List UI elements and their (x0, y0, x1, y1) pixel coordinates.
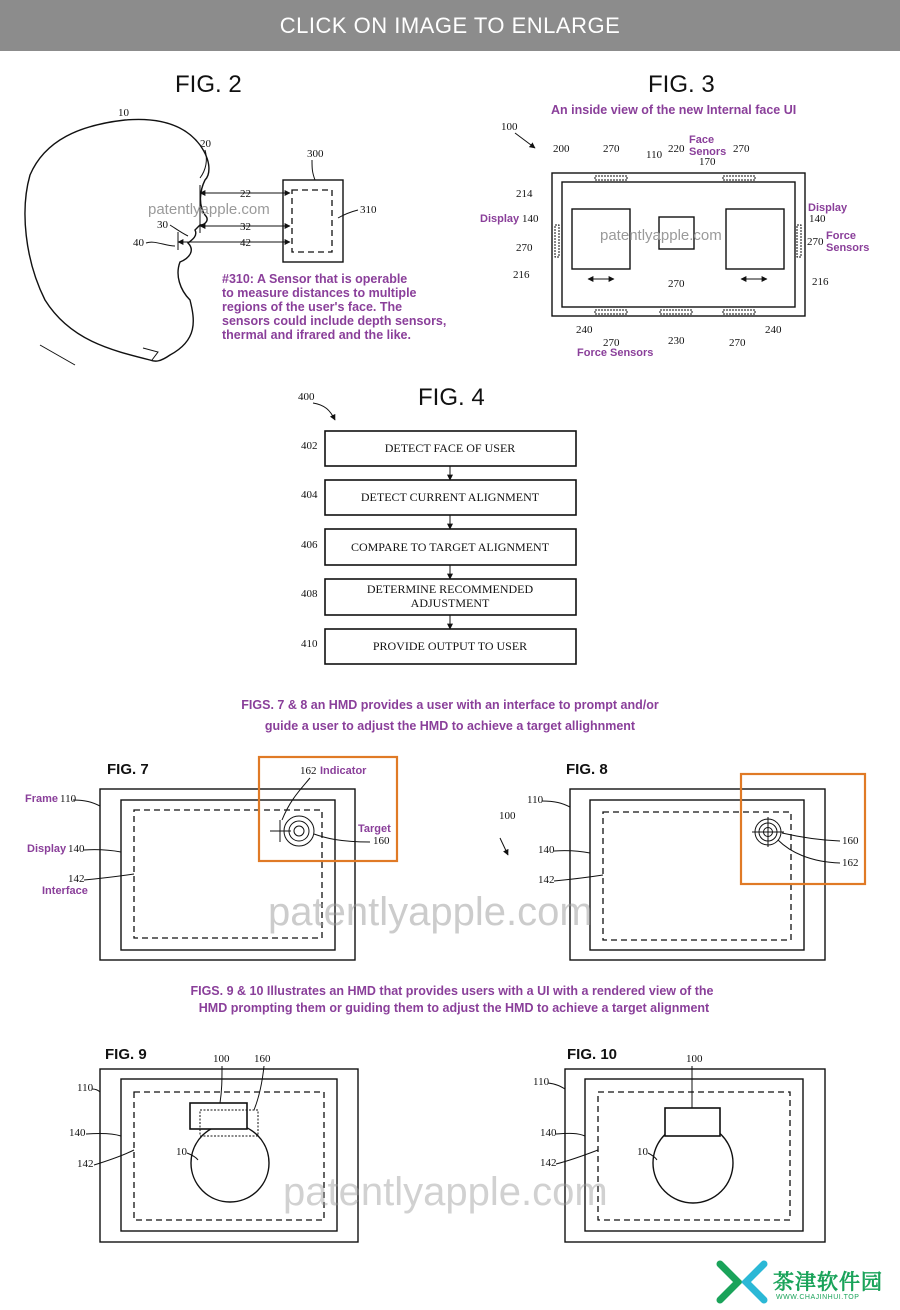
svg-text:Interface: Interface (42, 885, 88, 897)
svg-text:160: 160 (254, 1053, 271, 1065)
svg-text:240: 240 (765, 324, 782, 336)
fig3 (480, 71, 869, 359)
ref-30: 30 (157, 219, 168, 231)
svg-text:270: 270 (807, 236, 824, 248)
fig4 (298, 384, 576, 664)
fig4-title: FIG. 4 (418, 384, 485, 411)
svg-text:140: 140 (522, 213, 539, 225)
svg-text:170: 170 (699, 156, 716, 168)
fig8-interface (603, 812, 791, 940)
svg-text:to measure distances to multip: to measure distances to multiple (222, 286, 417, 300)
svg-text:110: 110 (60, 793, 77, 805)
ref-300: 300 (307, 148, 324, 160)
fig10-frame (565, 1069, 825, 1242)
fig10-display (585, 1079, 803, 1231)
fig3-subtitle: An inside view of the new Internal face UI (551, 103, 797, 117)
svg-text:216: 216 (812, 276, 829, 288)
svg-text:FIG. 7: FIG. 7 (107, 761, 149, 778)
svg-text:400: 400 (298, 391, 315, 403)
svg-text:FIGS. 7 & 8 an HMD provides a: FIGS. 7 & 8 an HMD provides a user with an interface to prompt and/or (241, 698, 659, 712)
svg-text:100: 100 (499, 810, 516, 822)
svg-text:140: 140 (809, 213, 826, 225)
svg-text:140: 140 (540, 1127, 557, 1139)
svg-text:Force: Force (826, 230, 856, 242)
svg-text:214: 214 (516, 188, 533, 200)
fig9-frame (100, 1069, 358, 1242)
ref-42: 42 (240, 237, 251, 249)
fig8-display (590, 800, 804, 950)
caption-figs-9-10 (190, 984, 713, 1015)
svg-text:Sensors: Sensors (826, 242, 870, 254)
fig9-device (190, 1103, 247, 1129)
svg-text:thermal and ifrared and the li: thermal and ifrared and the like. (222, 328, 411, 342)
svg-text:FIG. 8: FIG. 8 (566, 761, 608, 778)
fig3-title: FIG. 3 (648, 71, 715, 98)
svg-text:140: 140 (69, 1127, 86, 1139)
ref-22: 22 (240, 188, 251, 200)
svg-text:270: 270 (603, 337, 620, 349)
svg-text:FIGS. 9 & 10 Illustrates an HM: FIGS. 9 & 10 Illustrates an HMD that provides users with a UI with a rendered view of the (190, 984, 714, 998)
svg-text:10: 10 (637, 1146, 648, 1158)
svg-text:110: 110 (77, 1082, 94, 1094)
svg-text:270: 270 (516, 242, 533, 254)
svg-text:200: 200 (553, 143, 570, 155)
svg-text:100: 100 (501, 121, 518, 133)
svg-text:COMPARE TO TARGET ALIGNMENT: COMPARE TO TARGET ALIGNMENT (350, 540, 550, 554)
svg-text:404: 404 (301, 489, 318, 501)
svg-text:270: 270 (668, 278, 685, 290)
svg-text:240: 240 (576, 324, 593, 336)
svg-text:Indicator: Indicator (320, 765, 367, 777)
svg-text:DETECT FACE OF USER: DETECT FACE OF USER (384, 441, 516, 455)
svg-text:410: 410 (301, 638, 318, 650)
svg-text:160: 160 (842, 835, 859, 847)
svg-text:408: 408 (301, 588, 318, 600)
svg-text:162: 162 (300, 765, 317, 777)
svg-text:Display: Display (808, 202, 848, 214)
fig2 (25, 71, 446, 365)
svg-text:406: 406 (301, 539, 318, 551)
svg-text:162: 162 (842, 857, 859, 869)
svg-text:142: 142 (77, 1158, 94, 1170)
watermark-fig3: patentlyapple.com (600, 227, 722, 244)
svg-text:Senors: Senors (689, 146, 727, 158)
fig7-frame (100, 789, 355, 960)
svg-text:regions of the user's face. Th: regions of the user's face. The (222, 300, 403, 314)
svg-text:FIG. 9: FIG. 9 (105, 1046, 147, 1063)
svg-text:Target: Target (358, 823, 391, 835)
svg-text:402: 402 (301, 440, 318, 452)
svg-text:ADJUSTMENT: ADJUSTMENT (410, 596, 490, 610)
svg-text:142: 142 (540, 1157, 557, 1169)
fig2-note (222, 272, 446, 342)
watermark-fig2: patentlyapple.com (148, 201, 270, 218)
svg-text:270: 270 (729, 337, 746, 349)
ref-32: 32 (240, 221, 251, 233)
svg-text:110: 110 (533, 1076, 550, 1088)
logo-text: 茶津软件园 (773, 1270, 883, 1294)
svg-text:230: 230 (668, 335, 685, 347)
head-profile (25, 119, 209, 361)
watermark-middle: patentlyapple.com (268, 890, 593, 934)
fig3-outer-frame (552, 173, 805, 316)
svg-text:Face: Face (689, 134, 715, 146)
svg-text:sensors could include depth se: sensors could include depth sensors, (222, 314, 447, 328)
patent-figures[interactable] (0, 51, 900, 1310)
svg-text:10: 10 (176, 1146, 187, 1158)
svg-text:216: 216 (513, 269, 530, 281)
fig10-device (665, 1108, 720, 1136)
svg-text:220: 220 (668, 143, 685, 155)
svg-text:PROVIDE OUTPUT TO USER: PROVIDE OUTPUT TO USER (372, 639, 528, 653)
svg-text:guide a user to adjust the HMD: guide a user to adjust the HMD to achieve a target allighnment (264, 719, 636, 733)
enlarge-banner[interactable]: CLICK ON IMAGE TO ENLARGE (0, 0, 900, 51)
svg-text:DETECT CURRENT ALIGNMENT: DETECT CURRENT ALIGNMENT (360, 490, 540, 504)
svg-text:HMD prompting them or guiding: HMD prompting them or guiding them to adjust the HMD to achieve a target alignment (198, 1001, 710, 1015)
svg-text:140: 140 (538, 844, 555, 856)
svg-text:270: 270 (603, 143, 620, 155)
svg-text:#310: A Sensor that is operabl: #310: A Sensor that is operable (222, 272, 408, 286)
fig8-frame (570, 789, 825, 960)
svg-text:142: 142 (538, 874, 555, 886)
svg-text:Display: Display (27, 843, 67, 855)
watermark-bottom: patentlyapple.com (283, 1170, 608, 1214)
svg-text:100: 100 (686, 1053, 703, 1065)
svg-text:140: 140 (68, 843, 85, 855)
svg-text:142: 142 (68, 873, 85, 885)
svg-text:270: 270 (733, 143, 750, 155)
ref-20: 20 (200, 138, 211, 150)
svg-text:Display: Display (480, 213, 520, 225)
svg-text:Frame: Frame (25, 793, 59, 805)
svg-text:110: 110 (527, 794, 544, 806)
ref-40: 40 (133, 237, 144, 249)
ref-10: 10 (118, 107, 129, 119)
fig2-title: FIG. 2 (175, 71, 242, 98)
svg-text:160: 160 (373, 835, 390, 847)
svg-text:100: 100 (213, 1053, 230, 1065)
fig3-right-display (726, 209, 784, 269)
svg-text:DETERMINE RECOMMENDED: DETERMINE RECOMMENDED (366, 582, 534, 596)
fig2-sensor-zone (292, 190, 332, 252)
svg-text:110: 110 (646, 149, 663, 161)
svg-text:Force Sensors: Force Sensors (577, 347, 654, 359)
svg-text:FIG. 10: FIG. 10 (567, 1046, 618, 1063)
caption-figs-7-8 (241, 698, 659, 733)
logo-subtext: WWW.CHAJINHUI.TOP (776, 1294, 860, 1301)
ref-310: 310 (360, 204, 377, 216)
